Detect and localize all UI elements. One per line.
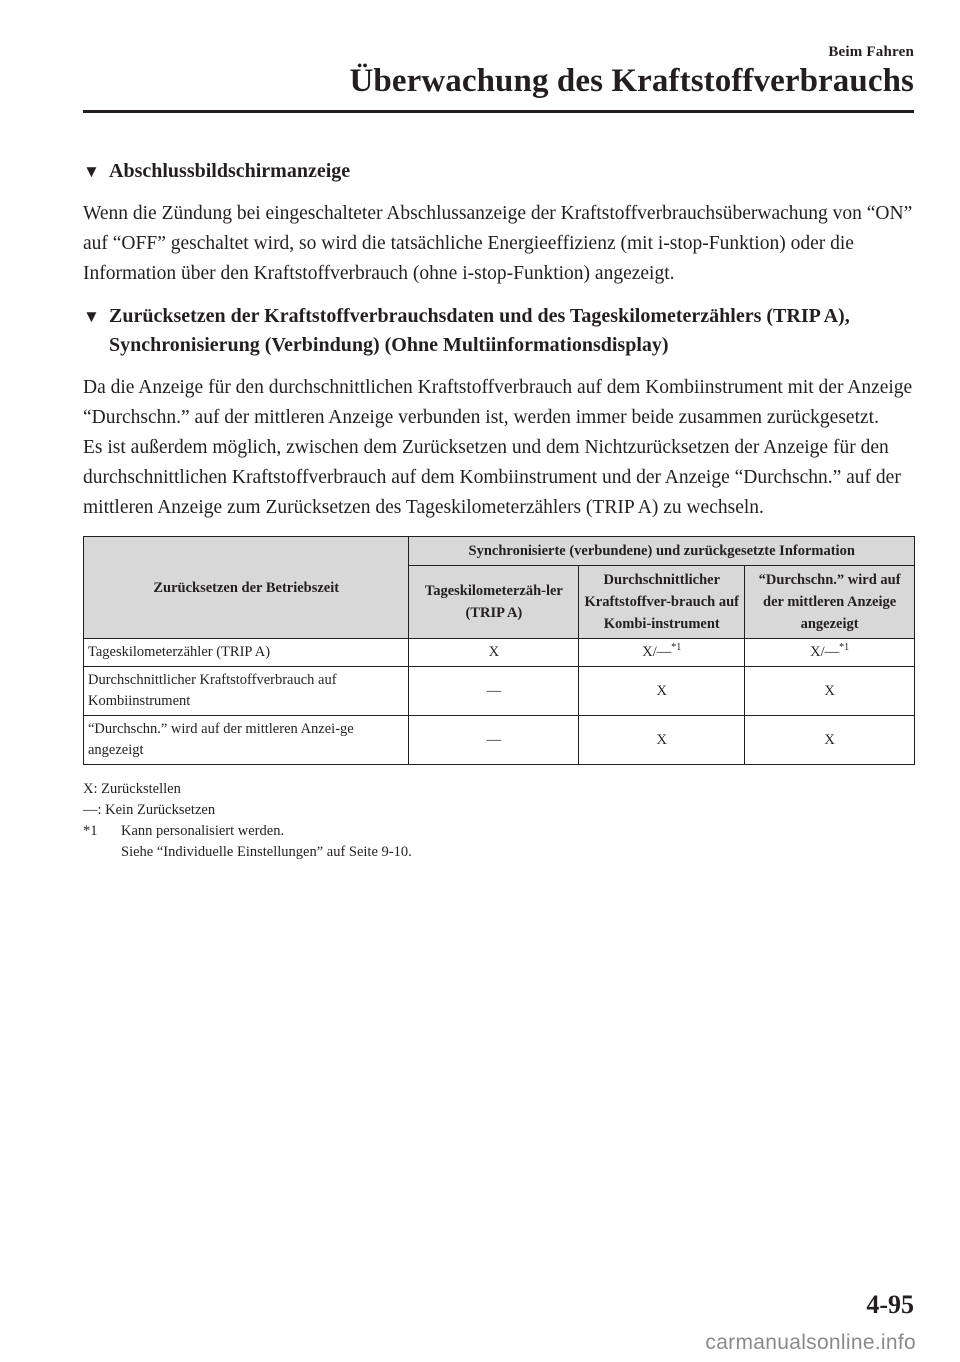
cell: — — [409, 667, 579, 716]
table-notes — [83, 779, 915, 863]
section-heading-text: Zurücksetzen der Kraftstoffverbrauchsdaten und des Tageskilometerzählers (TRIP A), Synchronisierung (Verbindung) (Ohne Multiinformationsdisplay) — [109, 305, 850, 356]
cell — [579, 639, 745, 667]
row-label: Durchschnittlicher Kraftstoffverbrauch auf Kombiinstrument — [84, 667, 409, 716]
watermark: carmanualsonline.info — [705, 1331, 916, 1354]
section-heading-text: Abschlussbildschirmanzeige — [109, 160, 351, 182]
footnote-ref: *1 — [839, 642, 850, 654]
table-header-durchschn: “Durchschn.” wird auf der mittleren Anzeige angezeigt — [745, 566, 915, 639]
footnote — [83, 821, 915, 863]
cell-value: X/— — [642, 644, 672, 660]
row-label: “Durchschn.” wird auf der mittleren Anzei-ge angezeigt — [84, 716, 409, 765]
cell: X — [409, 639, 579, 667]
header-divider — [83, 110, 914, 113]
footnote-line: Kann personalisiert werden. — [121, 823, 285, 839]
table-header-group: Synchronisierte (verbundene) und zurückgesetzte Information — [409, 537, 915, 566]
footnote-line: Siehe “Individuelle Einstellungen” auf Seite 9-10. — [121, 844, 412, 860]
table-row — [84, 667, 915, 716]
section-paragraph: Wenn die Zündung bei eingeschalteter Abschlussanzeige der Kraftstoffverbrauchsüberwachung von “ON” auf “OFF” geschaltet wird, so wird die tatsächliche Energieeffizienz (mit i-stop-Funktion) oder die Information über den Kraftstoffverbrauch (ohne i-stop-Funktion) angezeigt. — [83, 203, 913, 284]
cell: X — [579, 667, 745, 716]
reset-sync-table — [83, 536, 915, 765]
section-paragraph: Es ist außerdem möglich, zwischen dem Zurücksetzen und dem Nichtzurücksetzen der Anzeige für den durchschnittlichen Kraftstoffverbrauch auf dem Kombiinstrument und der Anzeige “Durchschn.” auf der mittleren Anzeige zum Zurücksetzen des Tageskilometerzählers (TRIP A) zu wechseln. — [83, 437, 901, 518]
cell: X — [745, 716, 915, 765]
page-number: 4-95 — [866, 1290, 914, 1319]
footnote-mark: *1 — [83, 823, 98, 839]
cell: X — [745, 667, 915, 716]
cell — [745, 639, 915, 667]
triangle-marker-icon: ▼ — [83, 162, 100, 181]
section-paragraph: Da die Anzeige für den durchschnittlichen Kraftstoffverbrauch auf dem Kombiinstrument mit der Anzeige “Durchschn.” auf der mittleren Anzeige verbunden ist, werden immer beide zusammen zurückgesetzt. — [83, 377, 913, 428]
page-title: Überwachung des Kraftstoffverbrauchs — [349, 63, 914, 99]
table-header-trip-a: Tageskilometerzäh-ler (TRIP A) — [409, 566, 579, 639]
table-header-average-consumption: Durchschnittlicher Kraftstoffver-brauch auf Kombi-instrument — [579, 566, 745, 639]
main-content — [83, 157, 915, 863]
footnote-ref: *1 — [671, 642, 682, 654]
cell-value: X/— — [810, 644, 840, 660]
legend-dash: —: Kein Zurücksetzen — [83, 802, 216, 818]
footnote-text — [121, 821, 412, 863]
page-header — [349, 44, 914, 100]
table-row — [84, 639, 915, 667]
cell: — — [409, 716, 579, 765]
triangle-marker-icon: ▼ — [83, 307, 100, 326]
row-label: Tageskilometerzähler (TRIP A) — [84, 639, 409, 667]
section-heading-abschluss — [83, 157, 915, 186]
legend-x: X: Zurückstellen — [83, 781, 181, 797]
section-heading-zuruecksetzen — [83, 302, 915, 360]
table-row — [84, 716, 915, 765]
cell: X — [579, 716, 745, 765]
chapter-label: Beim Fahren — [828, 44, 914, 60]
table-header-reset-time: Zurücksetzen der Betriebszeit — [84, 537, 409, 639]
